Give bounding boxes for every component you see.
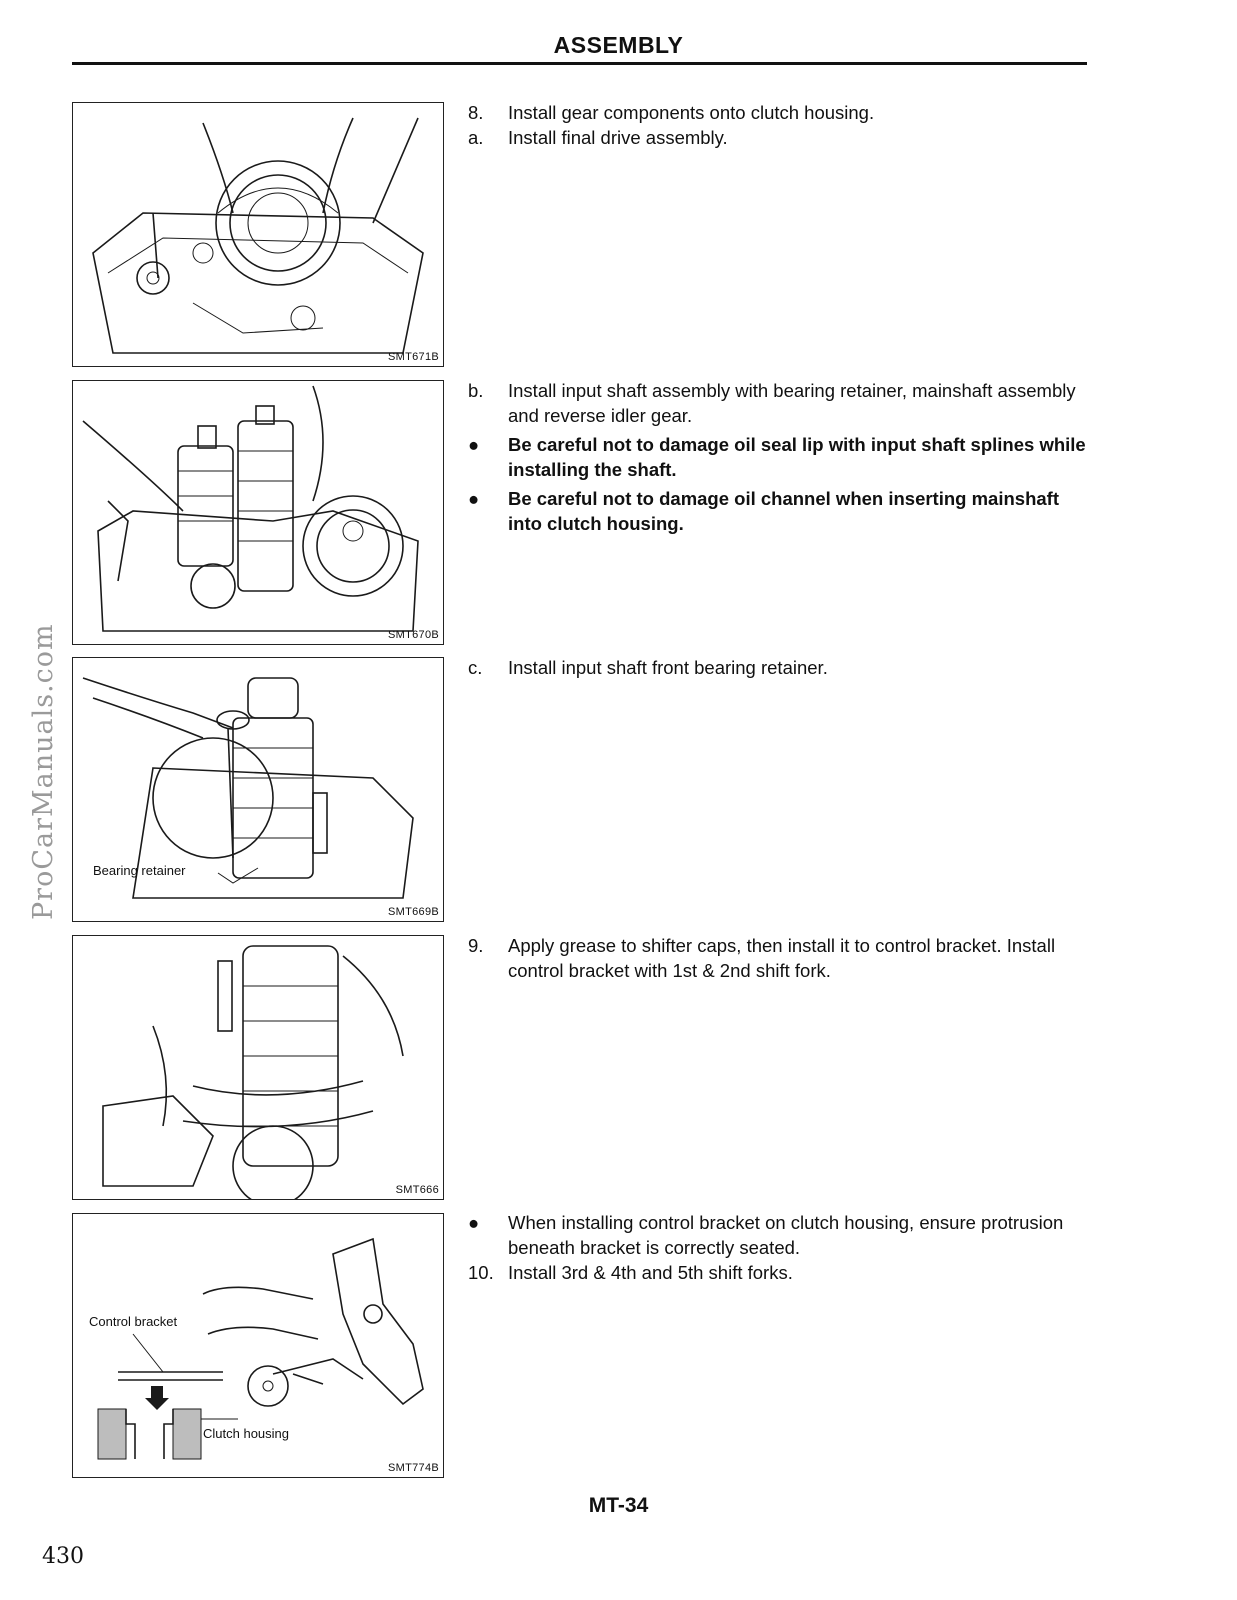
bullet-marker: ● xyxy=(468,434,480,455)
step-text: Install 3rd & 4th and 5th shift forks. xyxy=(508,1262,793,1283)
step-text: Install input shaft assembly with bearing retainer, mainshaft assembly and reverse idler gear. xyxy=(508,380,1076,426)
page-number: MT-34 xyxy=(588,1494,649,1517)
step-8c xyxy=(468,655,1088,680)
step-marker: a. xyxy=(468,127,484,148)
step-text: Install gear components onto clutch housing. xyxy=(508,102,875,123)
step-text: Install final drive assembly. xyxy=(508,127,728,148)
step-10 xyxy=(468,1260,1088,1285)
figure-code: SMT666 xyxy=(395,1184,439,1196)
text-block-bearing-retainer xyxy=(468,655,1088,680)
step-8a xyxy=(468,125,1088,150)
control-bracket-label: Control bracket xyxy=(89,1314,178,1329)
figure-final-drive xyxy=(72,102,444,367)
final-drive-illustration xyxy=(73,103,444,367)
step-marker: 8. xyxy=(468,102,484,123)
caution-oil-channel xyxy=(468,486,1088,536)
figure-code: SMT670B xyxy=(387,629,439,641)
control-bracket-install-illustration xyxy=(73,936,444,1200)
watermark: ProCarManuals.com xyxy=(28,623,59,920)
caution-text: Be careful not to damage oil channel when inserting mainshaft into clutch housing. xyxy=(508,488,1059,534)
figure-code: SMT669B xyxy=(387,906,439,918)
bullet-marker: ● xyxy=(468,488,480,509)
step-text: Apply grease to shifter caps, then install it to control bracket. Install control bracket with 1st & 2nd shift fork. xyxy=(508,935,1056,981)
step-marker: 10. xyxy=(468,1262,494,1283)
corner-page-number: 430 xyxy=(42,1544,84,1569)
figure-code: SMT671B xyxy=(387,351,439,363)
step-text: Install input shaft front bearing retainer. xyxy=(508,657,828,678)
step-marker: c. xyxy=(468,657,483,678)
figure-bearing-retainer xyxy=(72,657,444,922)
step-8 xyxy=(468,100,1088,125)
header-rule xyxy=(72,62,1087,65)
note-control-bracket xyxy=(468,1210,1088,1260)
bearing-retainer-label: Bearing retainer xyxy=(93,863,186,878)
step-9 xyxy=(468,933,1088,983)
clutch-housing-label: Clutch housing xyxy=(203,1426,289,1441)
step-marker: 9. xyxy=(468,935,484,956)
figure-control-bracket-install xyxy=(72,935,444,1200)
caution-text: Be careful not to damage oil seal lip with input shaft splines while installing the shaft. xyxy=(508,434,1086,480)
text-block-input-shaft xyxy=(468,378,1088,536)
bullet-marker: ● xyxy=(468,1212,480,1233)
bearing-retainer-illustration xyxy=(73,658,444,922)
text-block-final-drive xyxy=(468,100,1088,150)
step-8b xyxy=(468,378,1088,428)
text-block-shift-forks xyxy=(468,1210,1088,1285)
note-text: When installing control bracket on clutch housing, ensure protrusion beneath bracket is correctly seated. xyxy=(508,1212,1064,1258)
text-block-control-bracket xyxy=(468,933,1088,983)
figure-shift-forks xyxy=(72,1213,444,1478)
page-title: ASSEMBLY xyxy=(553,32,684,58)
caution-oil-seal xyxy=(468,432,1088,482)
input-shaft-illustration xyxy=(73,381,444,645)
step-marker: b. xyxy=(468,380,484,401)
figure-code: SMT774B xyxy=(387,1462,439,1474)
figure-input-shaft xyxy=(72,380,444,645)
